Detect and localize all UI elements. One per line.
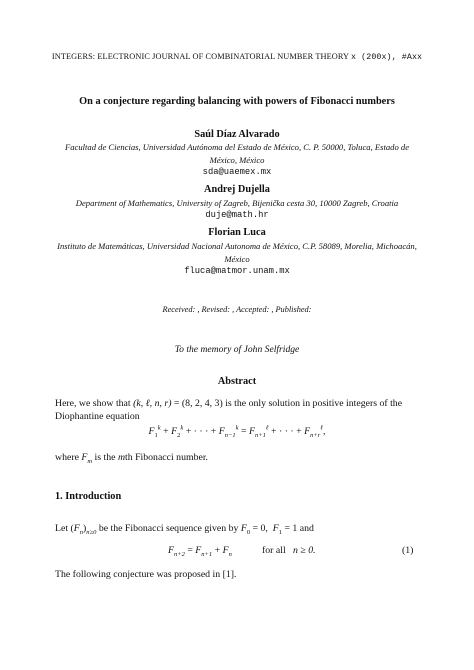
author-email: sda@uaemex.mx [202,167,272,177]
recurrence-condition [262,545,316,556]
affiliation-line: México, México [209,155,265,165]
math-tuple: (k, ℓ, n, r) [133,398,172,409]
author-email: duje@math.hr [205,210,269,220]
affiliation-line: Instituto de Matemáticas, Universidad Nacional Autonoma de México, C.P. 58089, Morelia, Michoacán, [57,241,417,251]
affiliation-line: México [224,254,250,264]
running-head-journal: INTEGERS: ELECTRONIC JOURNAL OF COMBINATORIAL NUMBER THEORY [51,52,349,61]
abstract-text-part: is the [94,452,116,463]
fibonacci-recurrence: $F_{n+2} = F_{n+1} + F_n$ [168,545,232,558]
author-name: Saúl Díaz Alvarado [194,129,280,140]
dedication: To the memory of John Selfridge [174,344,300,355]
initial-conditions: $F_0 = 0$, $F_1 = 1$ [240,523,298,536]
author-name: Andrej Dujella [204,184,270,195]
author-affiliation [40,240,434,266]
diophantine-equation: $F_1^k + F_2^k$ + · · · + $F_{n-1}^k = F_{n+1}^\ell$ + · · · + $F_{n+r}^\ell$, [148,424,326,439]
math-subscript: m [87,457,93,465]
abstract-text [55,397,420,423]
section-heading-introduction: 1. Introduction [55,491,122,502]
abstract-text-part: th Fibonacci number. [125,452,209,463]
conjecture-intro: The following conjecture was proposed in [1]. [55,569,237,580]
math-equals: = [173,398,180,409]
intro-text-part: and [299,523,314,534]
abstract-text-part: is the only solution in positive integers of the [225,398,403,409]
author-affiliation [40,197,434,210]
math-variable: m [117,452,126,463]
abstract-text-part: where [55,452,79,463]
running-head-volume: x (200x), #Axx [351,53,423,62]
abstract-text-part: Diophantine equation [55,411,140,422]
math-tuple-value: (8, 2, 4, 3) [181,398,223,409]
affiliation-line: Facultad de Ciencias, Universidad Autónoma del Estado de México, C. P. 50000, Toluca, Estado de [64,142,410,152]
author-email: fluca@matmor.unam.mx [184,266,290,276]
intro-text-part: be the Fibonacci sequence given by [98,523,239,534]
abstract-text-part: Here, we show that [55,398,131,409]
abstract-heading: Abstract [217,376,257,387]
author-affiliation [40,141,434,167]
sequence-notation: $(F_n)_{n\ge 0}$ [70,523,97,536]
condition-math: n ≥ 0. [293,545,316,556]
paper-title: On a conjecture regarding balancing with powers of Fibonacci numbers [79,96,395,107]
abstract-where-line [55,451,420,464]
intro-text-part: Let [55,523,69,534]
fibonacci-symbol [81,452,92,463]
intro-text [55,522,420,535]
equation-number: (1) [402,545,414,556]
running-head [0,52,474,62]
submission-dates: Received: , Revised: , Accepted: , Published: [162,305,312,314]
condition-text: for all [262,545,286,556]
math-symbol: F [81,452,88,463]
affiliation-line: Department of Mathematics, University of Zagreb, Bijenička cesta 30, 10000 Zagreb, Croatia [75,198,399,208]
author-name: Florian Luca [208,227,266,238]
